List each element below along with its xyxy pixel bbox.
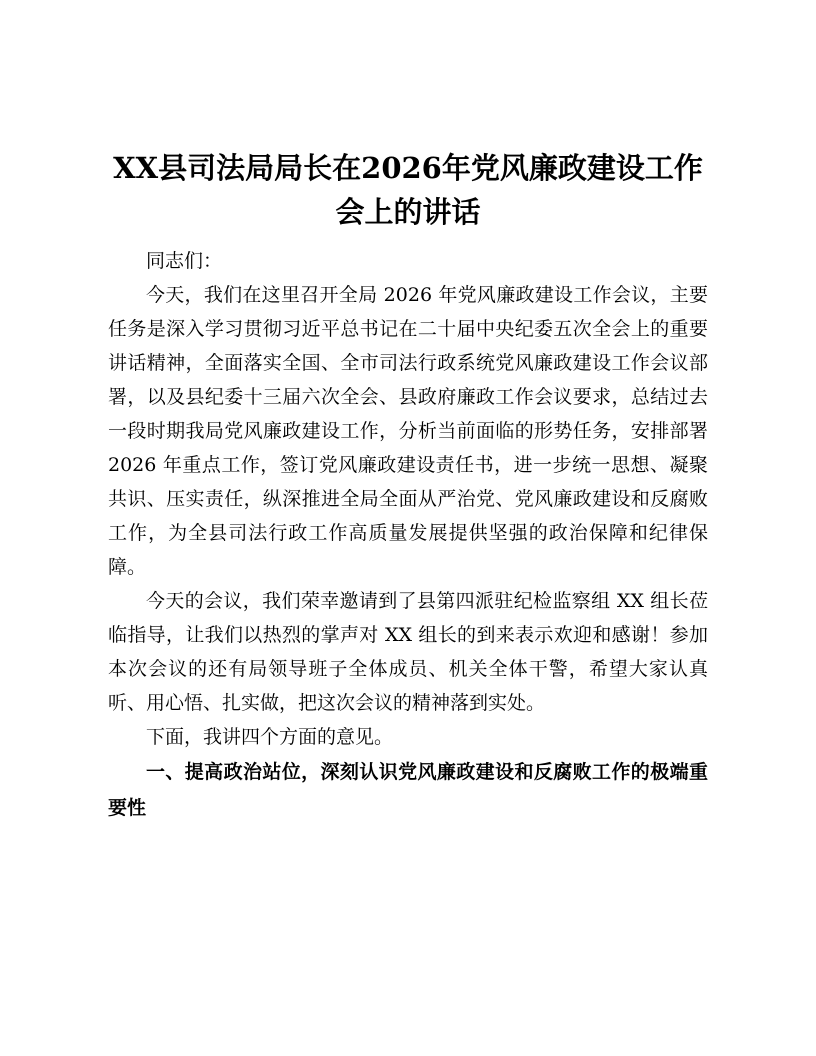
salutation: 同志们： bbox=[146, 250, 223, 272]
paragraph-opening: 今天，我们在这里召开全局 2026 年党风廉政建设工作会议，主要任务是深入学习贯彻习近平总书记在二十届中央纪委五次全会上的重要讲话精神，全面落实全国、全市司法行政系统党风廉政建设工作会议部署，以及县纪委十三届六次全会、县政府廉政工作会议要求，总结过去一段时期我局党风廉政建设工作，分析当前面临的形势任务，安排部署 2026 年重点工作，签订党风廉政建设责任书，进一步统一思想、凝聚共识、压实责任，纵深推进全局全面从严治党、党风廉政建设和反腐败工作，为全县司法行政工作高质量发展提供坚强的政治保障和纪律保障。 bbox=[108, 284, 708, 578]
section-heading-1: 一、提高政治站位，深刻认识党风廉政建设和反腐败工作的极端重要性 bbox=[108, 761, 708, 819]
paragraph-guests: 今天的会议，我们荣幸邀请到了县第四派驻纪检监察组 XX 组长莅临指导，让我们以热烈的掌声对 XX 组长的到来表示欢迎和感谢！参加本次会议的还有局领导班子全体成员、机关全体干警，希望大家认真听、用心悟、扎实做，把这次会议的精神落到实处。 bbox=[108, 590, 708, 714]
document-body bbox=[108, 244, 708, 826]
paragraph-outline: 下面，我讲四个方面的意见。 bbox=[146, 726, 394, 748]
title-line-2: 会上的讲话 bbox=[335, 195, 481, 229]
document-title bbox=[100, 146, 716, 234]
title-line-1: XX县司法局局长在2026年党风廉政建设工作 bbox=[113, 151, 703, 185]
